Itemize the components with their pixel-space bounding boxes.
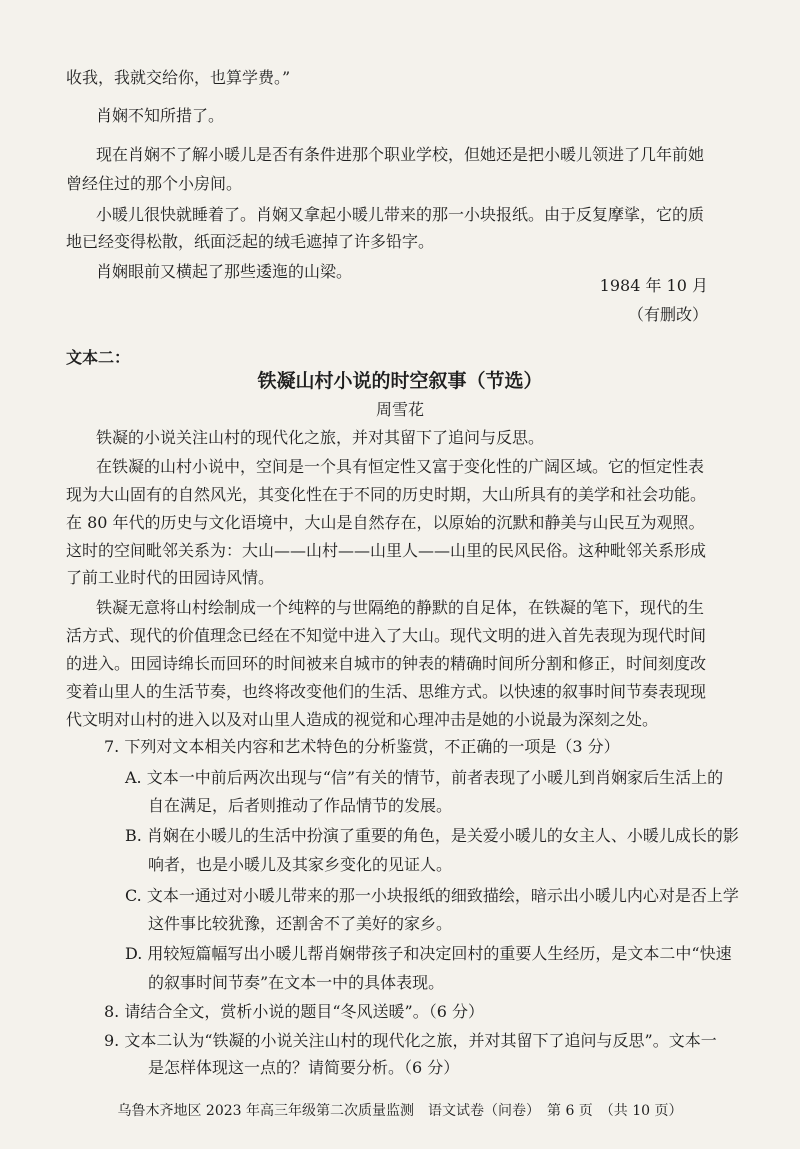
question-9-cont: 是怎样体现这一点的？请简要分析。（6 分） xyxy=(148,1058,460,1077)
text1-date: 1984 年 10 月 xyxy=(599,276,708,295)
text2-line: 变着山里人的生活节奏，也终将改变他们的生活、思维方式。以快速的叙事时间节奏表现现 xyxy=(66,682,707,701)
text2-label: 文本二： xyxy=(66,348,131,367)
text2-line: 现为大山固有的自然风光，其变化性在于不同的历史时期，大山所具有的美学和社会功能。 xyxy=(66,485,707,504)
text2-line: 活方式、现代的价值理念已经在不知觉中进入了大山。现代文明的进入首先表现为现代时间 xyxy=(66,626,707,645)
text2-title: 铁凝山村小说的时空叙事（节选） xyxy=(257,370,543,392)
text2-line: 的进入。田园诗绵长而回环的时间被来自城市的钟表的精确时间所分割和修正，时间刻度改 xyxy=(66,654,707,673)
option-d-cont: 的叙事时间节奏”在文本一中的具体表现。 xyxy=(148,973,445,992)
text1-line: 肖娴不知所措了。 xyxy=(96,106,225,125)
question-7: 7. 下列对文本相关内容和艺术特色的分析鉴赏，不正确的一项是（3 分） xyxy=(104,737,620,756)
text2-line: 代文明对山村的进入以及对山里人造成的视觉和心理冲击是她的小说最为深刻之处。 xyxy=(66,710,659,729)
option-b: B. 肖娴在小暖儿的生活中扮演了重要的角色，是关爱小暖儿的女主人、小暖儿成长的影 xyxy=(125,826,739,845)
option-c-cont: 这件事比较犹豫，还割舍不了美好的家乡。 xyxy=(148,914,453,933)
text1-line: 地已经变得松散，纸面泛起的绒毛遮掉了许多铅字。 xyxy=(66,232,435,251)
question-9: 9. 文本二认为“铁凝的小说关注山村的现代化之旅，并对其留下了追问与反思”。文本一 xyxy=(104,1031,717,1050)
text1-note: （有删改） xyxy=(627,305,708,324)
text2-line: 铁凝的小说关注山村的现代化之旅，并对其留下了追问与反思。 xyxy=(96,428,545,447)
text2-line: 在 80 年代的历史与文化语境中，大山是自然存在，以原始的沉默和静美与山民互为观照。 xyxy=(66,513,705,532)
text2-line: 这时的空间毗邻关系为：大山——山村——山里人——山里的民风民俗。这种毗邻关系形成 xyxy=(66,541,707,560)
text2-line: 铁凝无意将山村绘制成一个纯粹的与世隔绝的静默的自足体，在铁凝的笔下，现代的生 xyxy=(96,598,705,617)
option-d: D. 用较短篇幅写出小暖儿帮肖娴带孩子和决定回村的重要人生经历，是文本二中“快速 xyxy=(125,944,732,963)
text1-line: 小暖儿很快就睡着了。肖娴又拿起小暖儿带来的那一小块报纸。由于反复摩挲，它的质 xyxy=(96,205,705,224)
text1-line: 现在肖娴不了解小暖儿是否有条件进那个职业学校，但她还是把小暖儿领进了几年前她 xyxy=(96,145,705,164)
option-a-cont: 自在满足，后者则推动了作品情节的发展。 xyxy=(148,796,453,815)
option-a: A. 文本一中前后两次出现与“信”有关的情节，前者表现了小暖儿到肖娴家后生活上的 xyxy=(125,768,724,787)
option-b-cont: 响者，也是小暖儿及其家乡变化的见证人。 xyxy=(148,855,453,874)
text2-author: 周雪花 xyxy=(375,400,424,419)
page-footer: 乌鲁木齐地区 2023 年高三年级第二次质量监测 语文试卷（问卷） 第 6 页 （共 10 页） xyxy=(117,1103,683,1119)
text1-line: 曾经住过的那个小房间。 xyxy=(66,174,243,193)
option-c: C. 文本一通过对小暖儿带来的那一小块报纸的细致描绘，暗示出小暖儿内心对是否上学 xyxy=(125,886,739,905)
question-8: 8. 请结合全文，赏析小说的题目“冬风送暖”。（6 分） xyxy=(104,1002,484,1021)
text1-line: 收我，我就交给你，也算学费。” xyxy=(66,68,291,87)
text2-line: 在铁凝的山村小说中，空间是一个具有恒定性又富于变化性的广阔区域。它的恒定性表 xyxy=(96,457,705,476)
text1-line: 肖娴眼前又横起了那些逶迤的山梁。 xyxy=(96,262,353,281)
text2-line: 了前工业时代的田园诗风情。 xyxy=(66,568,275,587)
